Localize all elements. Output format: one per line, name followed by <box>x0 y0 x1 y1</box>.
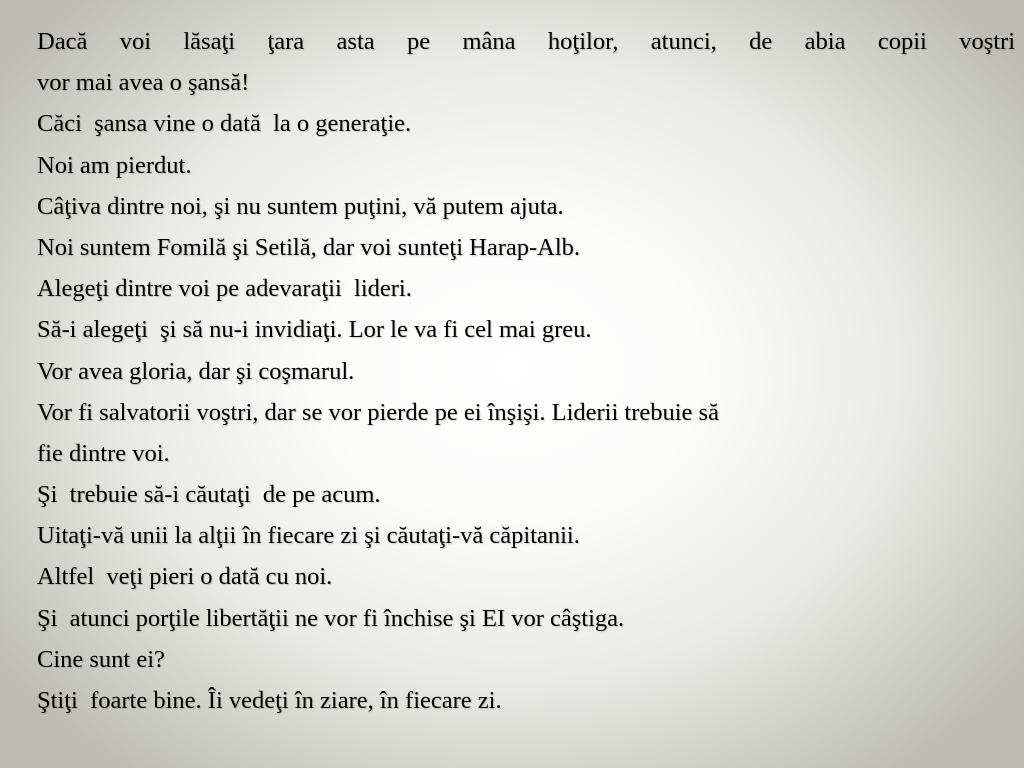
text-line-1: Dacă voi lăsaţi ţara asta pe mâna hoţilor, atunci, de abia copii voştri <box>37 28 1015 55</box>
text-line-15: Şi atunci porţile libertăţii ne vor fi închise şi EI vor câştiga. <box>37 604 625 632</box>
text-line-4: Noi am pierdut. <box>37 151 192 179</box>
text-line-9: Vor avea gloria, dar şi coşmarul. <box>37 357 355 385</box>
text-line-12: Şi trebuie să-i căutaţi de pe acum. <box>37 481 381 509</box>
text-line-16: Cine sunt ei? <box>37 645 165 673</box>
text-line-14: Altfel veţi pieri o dată cu noi. <box>37 563 333 591</box>
text-line-17: Ştiţi foarte bine. Îi vedeţi în ziare, în fiecare zi. <box>37 687 502 714</box>
text-line-2: vor mai avea o şansă! <box>37 69 250 97</box>
text-line-8: Să-i alegeţi şi să nu-i invidiaţi. Lor le va fi cel mai greu. <box>37 316 592 344</box>
text-line-6: Noi suntem Fomilă şi Setilă, dar voi sunteţi Harap-Alb. <box>37 233 581 261</box>
text-line-10: Vor fi salvatorii voştri, dar se vor pierde pe ei înşişi. Liderii trebuie să <box>37 398 719 426</box>
text-line-5: Câţiva dintre noi, şi nu suntem puţini, vă putem ajuta. <box>37 192 564 220</box>
text-line-7: Alegeţi dintre voi pe adevaraţii lideri. <box>37 275 412 303</box>
text-line-13: Uitaţi-vă unii la alţii în fiecare zi şi căutaţi-vă căpitanii. <box>37 522 580 550</box>
text-line-3: Căci şansa vine o dată la o generaţie. <box>37 110 412 138</box>
text-line-11: fie dintre voi. <box>37 439 170 467</box>
slide-text-body <box>37 21 1015 721</box>
